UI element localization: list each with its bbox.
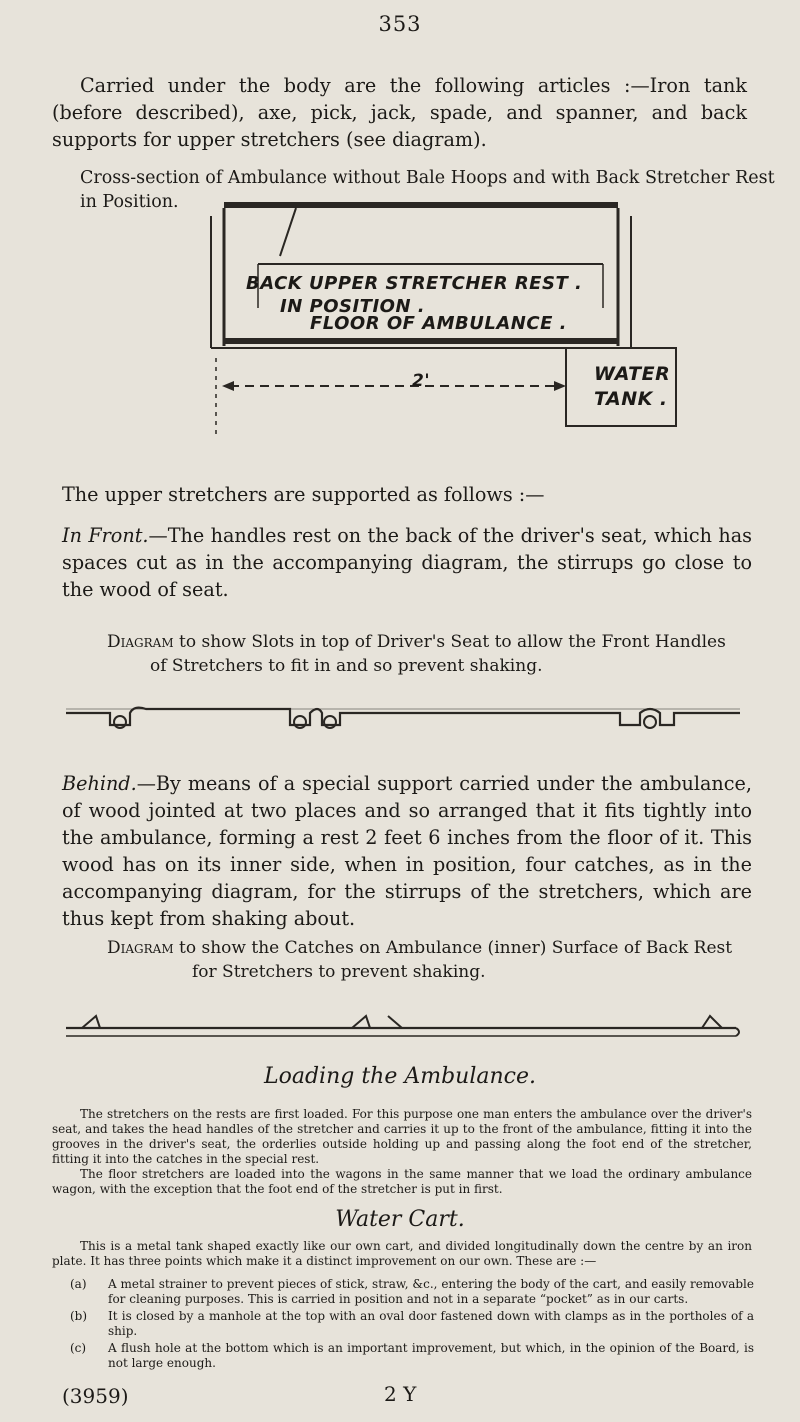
slots-caption-lead: Diagram <box>107 632 174 652</box>
label-tank-line-2: TANK . <box>594 388 668 410</box>
behind-paragraph <box>62 770 752 932</box>
list-item-text: A flush hole at the bottom which is an important improvement, but which, in the opinion of the Board, is not large enough. <box>108 1341 754 1370</box>
behind-text: —By means of a special support carried under the ambulance, of wood jointed at two places and so arranged that it fits tightly into the ambulance, forming a rest 2 feet 6 inches from the floor of it. This wood has on its inner side, when in position, four catches, as in the accompanying diagram, for the stirrups of the stretchers, which are thus kept from shaking about. <box>62 772 752 930</box>
water-tank-outline <box>566 348 676 426</box>
catches-caption-text-1: to show the Catches on Ambulance (inner) Surface of Back Rest <box>173 938 733 958</box>
in-front-text: —The handles rest on the back of the driver's seat, which has spaces cut as in the accompanying diagram, the stirrups go close to the wood of seat. <box>62 524 752 601</box>
slot-2 <box>294 716 306 728</box>
catches-drawing <box>62 1010 742 1042</box>
slots-caption-line-1 <box>107 630 767 654</box>
water-cart-item <box>70 1277 754 1307</box>
catches-caption-line-2: for Stretchers to prevent shaking. <box>192 962 486 982</box>
catches-caption-lead: Diagram <box>107 938 174 958</box>
loading-paragraph-2: The floor stretchers are loaded into the wagons in the same manner that we load the ordinary ambulance wagon, with the exception that the foot end of the stretcher is put in first. <box>52 1167 752 1196</box>
footer-signature-mark: 2 Y <box>384 1382 417 1406</box>
catch-3 <box>388 1016 402 1028</box>
cross-section-diagram <box>58 198 718 454</box>
slot-3 <box>324 716 336 728</box>
slot-4 <box>644 716 656 728</box>
catch-4 <box>702 1016 722 1028</box>
label-floor: FLOOR OF AMBULANCE . <box>310 313 567 334</box>
footer-signature-number: (3959) <box>62 1384 129 1408</box>
list-item-text: It is closed by a manhole at the top with an oval door fastened down with clamps as in the portholes of a ship. <box>108 1309 754 1338</box>
in-front-paragraph <box>62 522 752 603</box>
loading-title: Loading the Ambulance. <box>263 1064 536 1089</box>
floor-plank <box>224 338 618 344</box>
label-rest-line-1: BACK UPPER STRETCHER REST . <box>246 273 583 294</box>
list-item-text: A metal strainer to prevent pieces of stick, straw, &c., entering the body of the cart, and easily removable for cleaning purposes. This is carried in position and not in a separate “pocket” as in our carts. <box>108 1277 754 1306</box>
catches-caption-line-1 <box>107 936 767 960</box>
catch-1 <box>82 1016 100 1028</box>
slot-1 <box>114 716 126 728</box>
list-marker: (c) <box>70 1341 87 1355</box>
intro-paragraph: Carried under the body are the following articles :—Iron tank (before described), axe, pick, jack, spade, and spanner, and back supports for upper stretchers (see diagram). <box>52 74 747 151</box>
in-front-lead: In Front. <box>62 524 149 547</box>
label-tank-line-1: WATER <box>594 363 671 385</box>
water-cart-intro: This is a metal tank shaped exactly like our own cart, and divided longitudinally down the centre by an iron plate. It has three points which make it a distinct improvement on our own. These are :— <box>52 1239 752 1268</box>
catch-2 <box>352 1016 370 1028</box>
roof-edge <box>224 202 618 208</box>
behind-lead: Behind. <box>62 772 137 795</box>
slots-drawing <box>60 703 745 739</box>
water-cart-title: Water Cart. <box>335 1207 465 1232</box>
slots-caption-line-2: of Stretchers to fit in and so prevent shaking. <box>150 656 543 676</box>
water-cart-item <box>70 1309 754 1339</box>
page-number: 353 <box>378 12 422 36</box>
catches-diagram <box>62 1010 742 1042</box>
cross-section-caption: Cross-section of Ambulance without Bale Hoops and with Back Stretcher Rest in Position. <box>80 168 775 212</box>
water-cart-item <box>70 1341 754 1371</box>
slots-caption-text-1: to show Slots in top of Driver's Seat to allow the Front Handles <box>173 632 726 652</box>
upper-support-paragraph: The upper stretchers are supported as follows :— <box>62 483 545 506</box>
list-marker: (b) <box>70 1309 88 1323</box>
list-marker: (a) <box>70 1277 87 1291</box>
label-rest-line-2: IN POSITION . <box>280 296 426 317</box>
label-width: 2' <box>412 371 431 391</box>
loading-paragraph-1: The stretchers on the rests are first loaded. For this purpose one man enters the ambulance over the driver's seat, and takes the head handles of the stretcher and carries it up to the front of the ambulance, fitting it into the grooves in the driver's seat, the orderlies outside holding up and passing along the foot end of the stretcher, fitting it into the catches in the special rest. <box>52 1107 752 1166</box>
slots-diagram <box>60 703 745 739</box>
